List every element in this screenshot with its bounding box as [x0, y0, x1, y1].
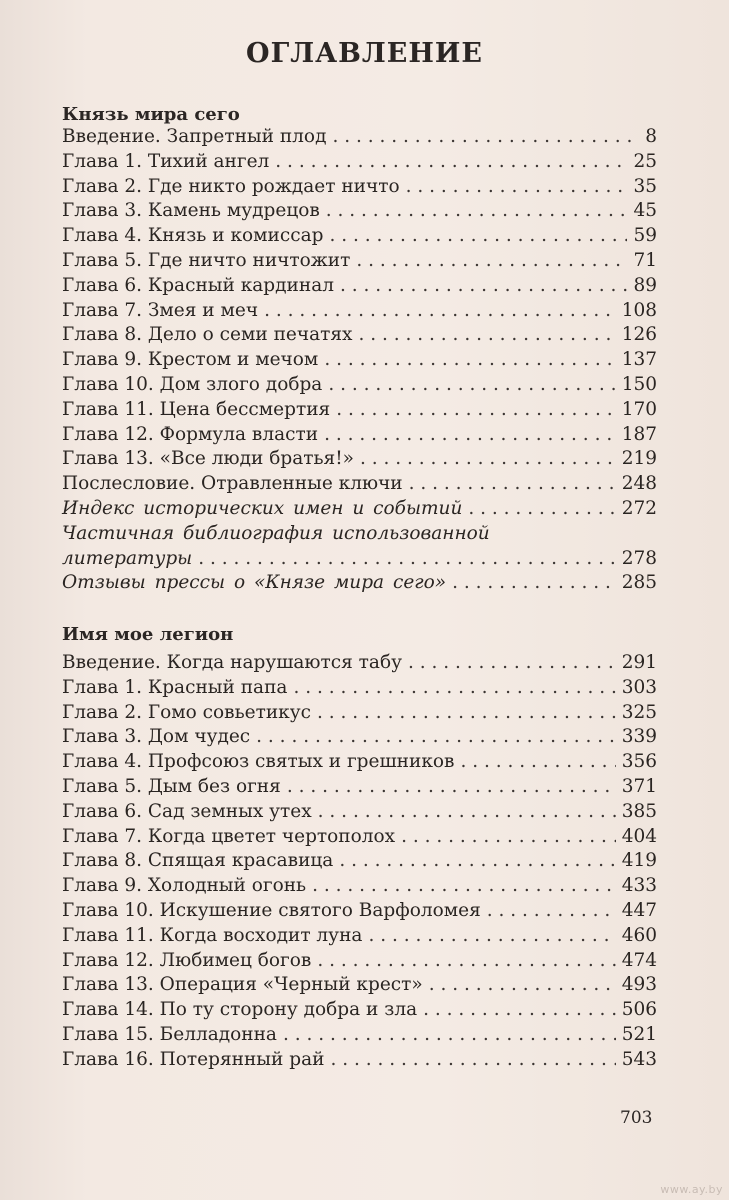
- toc-entry-title: Послесловие. Отравленные ключи: [62, 473, 403, 495]
- part-heading: Князь мира сего: [62, 104, 240, 125]
- toc-entry-page: 339: [621, 726, 657, 748]
- toc-entry: [62, 422, 657, 447]
- toc-entry-title: Глава 1. Тихий ангел: [62, 150, 270, 172]
- toc-entry-page: 285: [621, 572, 657, 594]
- toc-entry: [62, 273, 657, 298]
- toc-entry-page: 385: [621, 800, 657, 822]
- toc-entry-page: 248: [621, 473, 657, 495]
- toc-entry-title: Глава 9. Холодный огонь: [62, 875, 307, 897]
- toc-entry: [62, 546, 657, 571]
- toc-entry: [62, 347, 657, 372]
- toc-entry-page: 404: [621, 825, 657, 847]
- toc-entry-page: 278: [621, 547, 657, 569]
- toc-entry-title: Глава 5. Дым без огня: [62, 776, 281, 797]
- toc-entry-title: Глава 12. Любимец богов: [62, 949, 312, 971]
- toc-entry-page: 325: [621, 701, 657, 723]
- toc-entry-page: 108: [621, 299, 657, 321]
- toc-entry-title: Глава 12. Формула власти: [62, 423, 319, 445]
- toc-entry-title: Глава 6. Красный кардинал: [62, 274, 334, 296]
- toc-entry-title: Глава 4. Профсоюз святых и грешников: [62, 751, 455, 773]
- toc-entry: [62, 799, 657, 824]
- toc-entry: [62, 397, 657, 422]
- toc-entry: [62, 496, 657, 521]
- toc-entry-page: 371: [621, 776, 657, 797]
- toc-entry-title: Индекс исторических имен и событий: [62, 498, 463, 519]
- dot-leader: [468, 496, 615, 521]
- dot-leader: [283, 1022, 616, 1047]
- toc-entry: [62, 149, 657, 174]
- toc-entry: [62, 372, 657, 397]
- dot-leader: [264, 298, 616, 323]
- dot-leader: [452, 570, 616, 595]
- toc-entry: [62, 471, 657, 496]
- toc-entry-page: 137: [621, 349, 657, 371]
- dot-leader: [368, 923, 615, 948]
- toc-entry-title: Глава 7. Змея и меч: [62, 299, 259, 321]
- toc-entry-page: 506: [621, 999, 657, 1021]
- dot-leader: [360, 446, 616, 471]
- dot-leader: [329, 223, 627, 248]
- watermark: www.ay.by: [660, 1183, 723, 1196]
- dot-leader: [293, 675, 615, 700]
- toc-entry-title: Глава 8. Спящая красавица: [62, 850, 334, 872]
- toc-entry-page: 447: [621, 900, 657, 921]
- toc-entry: [62, 724, 657, 749]
- dot-leader: [487, 898, 616, 923]
- toc-entry: [62, 898, 657, 923]
- toc-entry-title: Глава 13. Операция «Черный крест»: [62, 974, 423, 996]
- dot-leader: [326, 198, 628, 223]
- dot-leader: [423, 997, 616, 1022]
- toc-entry: [62, 972, 657, 997]
- toc-entry-title: Глава 9. Крестом и мечом: [62, 349, 319, 371]
- toc-entry: [62, 322, 657, 347]
- dot-leader: [324, 422, 616, 447]
- toc-entry-page: 543: [621, 1048, 657, 1070]
- toc-entry: [62, 824, 657, 849]
- toc-entry-title: Глава 2. Гомо совьетикус: [62, 701, 311, 723]
- toc-entry-page: 71: [633, 250, 657, 271]
- toc-entry: [62, 997, 657, 1022]
- toc-entry-page: 303: [621, 676, 657, 698]
- toc-entry: [62, 873, 657, 898]
- toc-entry: [62, 223, 657, 248]
- toc-entry-page: 521: [621, 1024, 657, 1045]
- toc-entry-page: 35: [633, 175, 657, 197]
- toc-entry: [62, 923, 657, 948]
- toc-entry: [62, 198, 657, 223]
- toc-entry-title: Глава 8. Дело о семи печатях: [62, 324, 353, 346]
- dot-leader: [339, 848, 615, 873]
- toc-entry-page: 291: [621, 652, 657, 673]
- toc-entry-page: 59: [633, 225, 657, 247]
- toc-entry-title: Глава 13. «Все люди братья!»: [62, 448, 354, 470]
- toc-entry-page: 8: [645, 126, 657, 147]
- toc-entry-page: 45: [633, 200, 657, 222]
- toc-entry-title: Глава 7. Когда цветет чертополох: [62, 825, 396, 847]
- dot-leader: [409, 471, 616, 496]
- dot-leader: [324, 347, 615, 372]
- toc-entry-page: 460: [621, 924, 657, 946]
- dot-leader: [356, 248, 627, 273]
- toc-entry-title: Глава 3. Камень мудрецов: [62, 200, 320, 222]
- toc-entry-title: Глава 11. Цена бессмертия: [62, 398, 331, 420]
- toc-entry: [62, 675, 657, 700]
- toc-entry-page: 219: [621, 448, 657, 470]
- toc-entry: [62, 124, 657, 149]
- toc-entry: [62, 298, 657, 323]
- toc-entry-title: литературы: [62, 547, 193, 569]
- page-number: 703: [620, 1108, 653, 1128]
- toc-entry-title: Глава 1. Красный папа: [62, 676, 288, 698]
- toc-entry: [62, 948, 657, 973]
- toc-entry-title: Глава 10. Дом злого добра: [62, 374, 323, 395]
- toc-entry-title: Глава 15. Белладонна: [62, 1024, 277, 1045]
- toc-entry-page: 170: [621, 398, 657, 420]
- dot-leader: [317, 700, 616, 725]
- toc-entry-page: 493: [621, 974, 657, 996]
- toc-entry-title: Глава 5. Где ничто ничтожит: [62, 250, 351, 271]
- toc-entry: [62, 1022, 657, 1047]
- dot-leader: [328, 372, 615, 397]
- toc-entry: [62, 446, 657, 471]
- toc-entry-title: Глава 11. Когда восходит луна: [62, 924, 363, 946]
- toc-entry: [62, 848, 657, 873]
- toc-entry: [62, 1047, 657, 1072]
- toc-entry-title: Частичная библиография использованной: [62, 522, 490, 544]
- toc-entry-page: 89: [633, 274, 657, 296]
- toc-entry-page: 419: [621, 850, 657, 872]
- toc-entry-page: 126: [621, 324, 657, 346]
- toc-entry-title: Глава 6. Сад земных утех: [62, 800, 312, 822]
- dot-leader: [256, 724, 616, 749]
- toc-entry-title: Глава 3. Дом чудес: [62, 726, 251, 748]
- toc-entry-title: Глава 4. Князь и комиссар: [62, 225, 324, 247]
- toc-entry-title: Глава 14. По ту сторону добра и зла: [62, 999, 418, 1021]
- toc-entry: [62, 248, 657, 273]
- toc-entry-page: 356: [621, 751, 657, 773]
- toc-entry: [62, 774, 657, 799]
- dot-leader: [330, 1047, 615, 1072]
- toc-entry-title: Введение. Запретный плод: [62, 126, 327, 147]
- part-heading: Имя мое легион: [62, 624, 234, 645]
- toc-entry: [62, 570, 657, 595]
- dot-leader: [317, 948, 615, 973]
- dot-leader: [358, 322, 615, 347]
- toc-entry: [62, 174, 657, 199]
- dot-leader: [275, 149, 627, 174]
- dot-leader: [318, 799, 616, 824]
- toc-entry-title: Введение. Когда нарушаются табу: [62, 652, 402, 673]
- toc-entry: [62, 700, 657, 725]
- toc-entry-page: 25: [633, 150, 657, 172]
- toc-entry-title: Глава 10. Искушение святого Варфоломея: [62, 900, 481, 921]
- dot-leader: [336, 397, 615, 422]
- dot-leader: [340, 273, 627, 298]
- toc-entry-page: 433: [621, 875, 657, 897]
- toc-entry-page: 474: [621, 949, 657, 971]
- dot-leader: [332, 124, 639, 149]
- toc-entry-title: Глава 2. Где никто рождает ничто: [62, 175, 400, 197]
- dot-leader: [406, 174, 628, 199]
- dot-leader: [287, 774, 616, 799]
- dot-leader: [460, 749, 615, 774]
- dot-leader: [198, 546, 615, 571]
- dot-leader: [401, 824, 616, 849]
- toc-entry-page: 150: [621, 374, 657, 395]
- toc-entry: [62, 650, 657, 675]
- page-title: ОГЛАВЛЕНИЕ: [246, 38, 483, 69]
- toc-entry-title: Глава 16. Потерянный рай: [62, 1048, 325, 1070]
- dot-leader: [312, 873, 616, 898]
- dot-leader: [408, 650, 616, 675]
- toc-entry-title: Отзывы прессы о «Князе мира сего»: [62, 572, 447, 594]
- toc-entry: [62, 749, 657, 774]
- dot-leader: [429, 972, 616, 997]
- toc-entry-page: 187: [621, 423, 657, 445]
- toc-entry-page: 272: [621, 498, 657, 519]
